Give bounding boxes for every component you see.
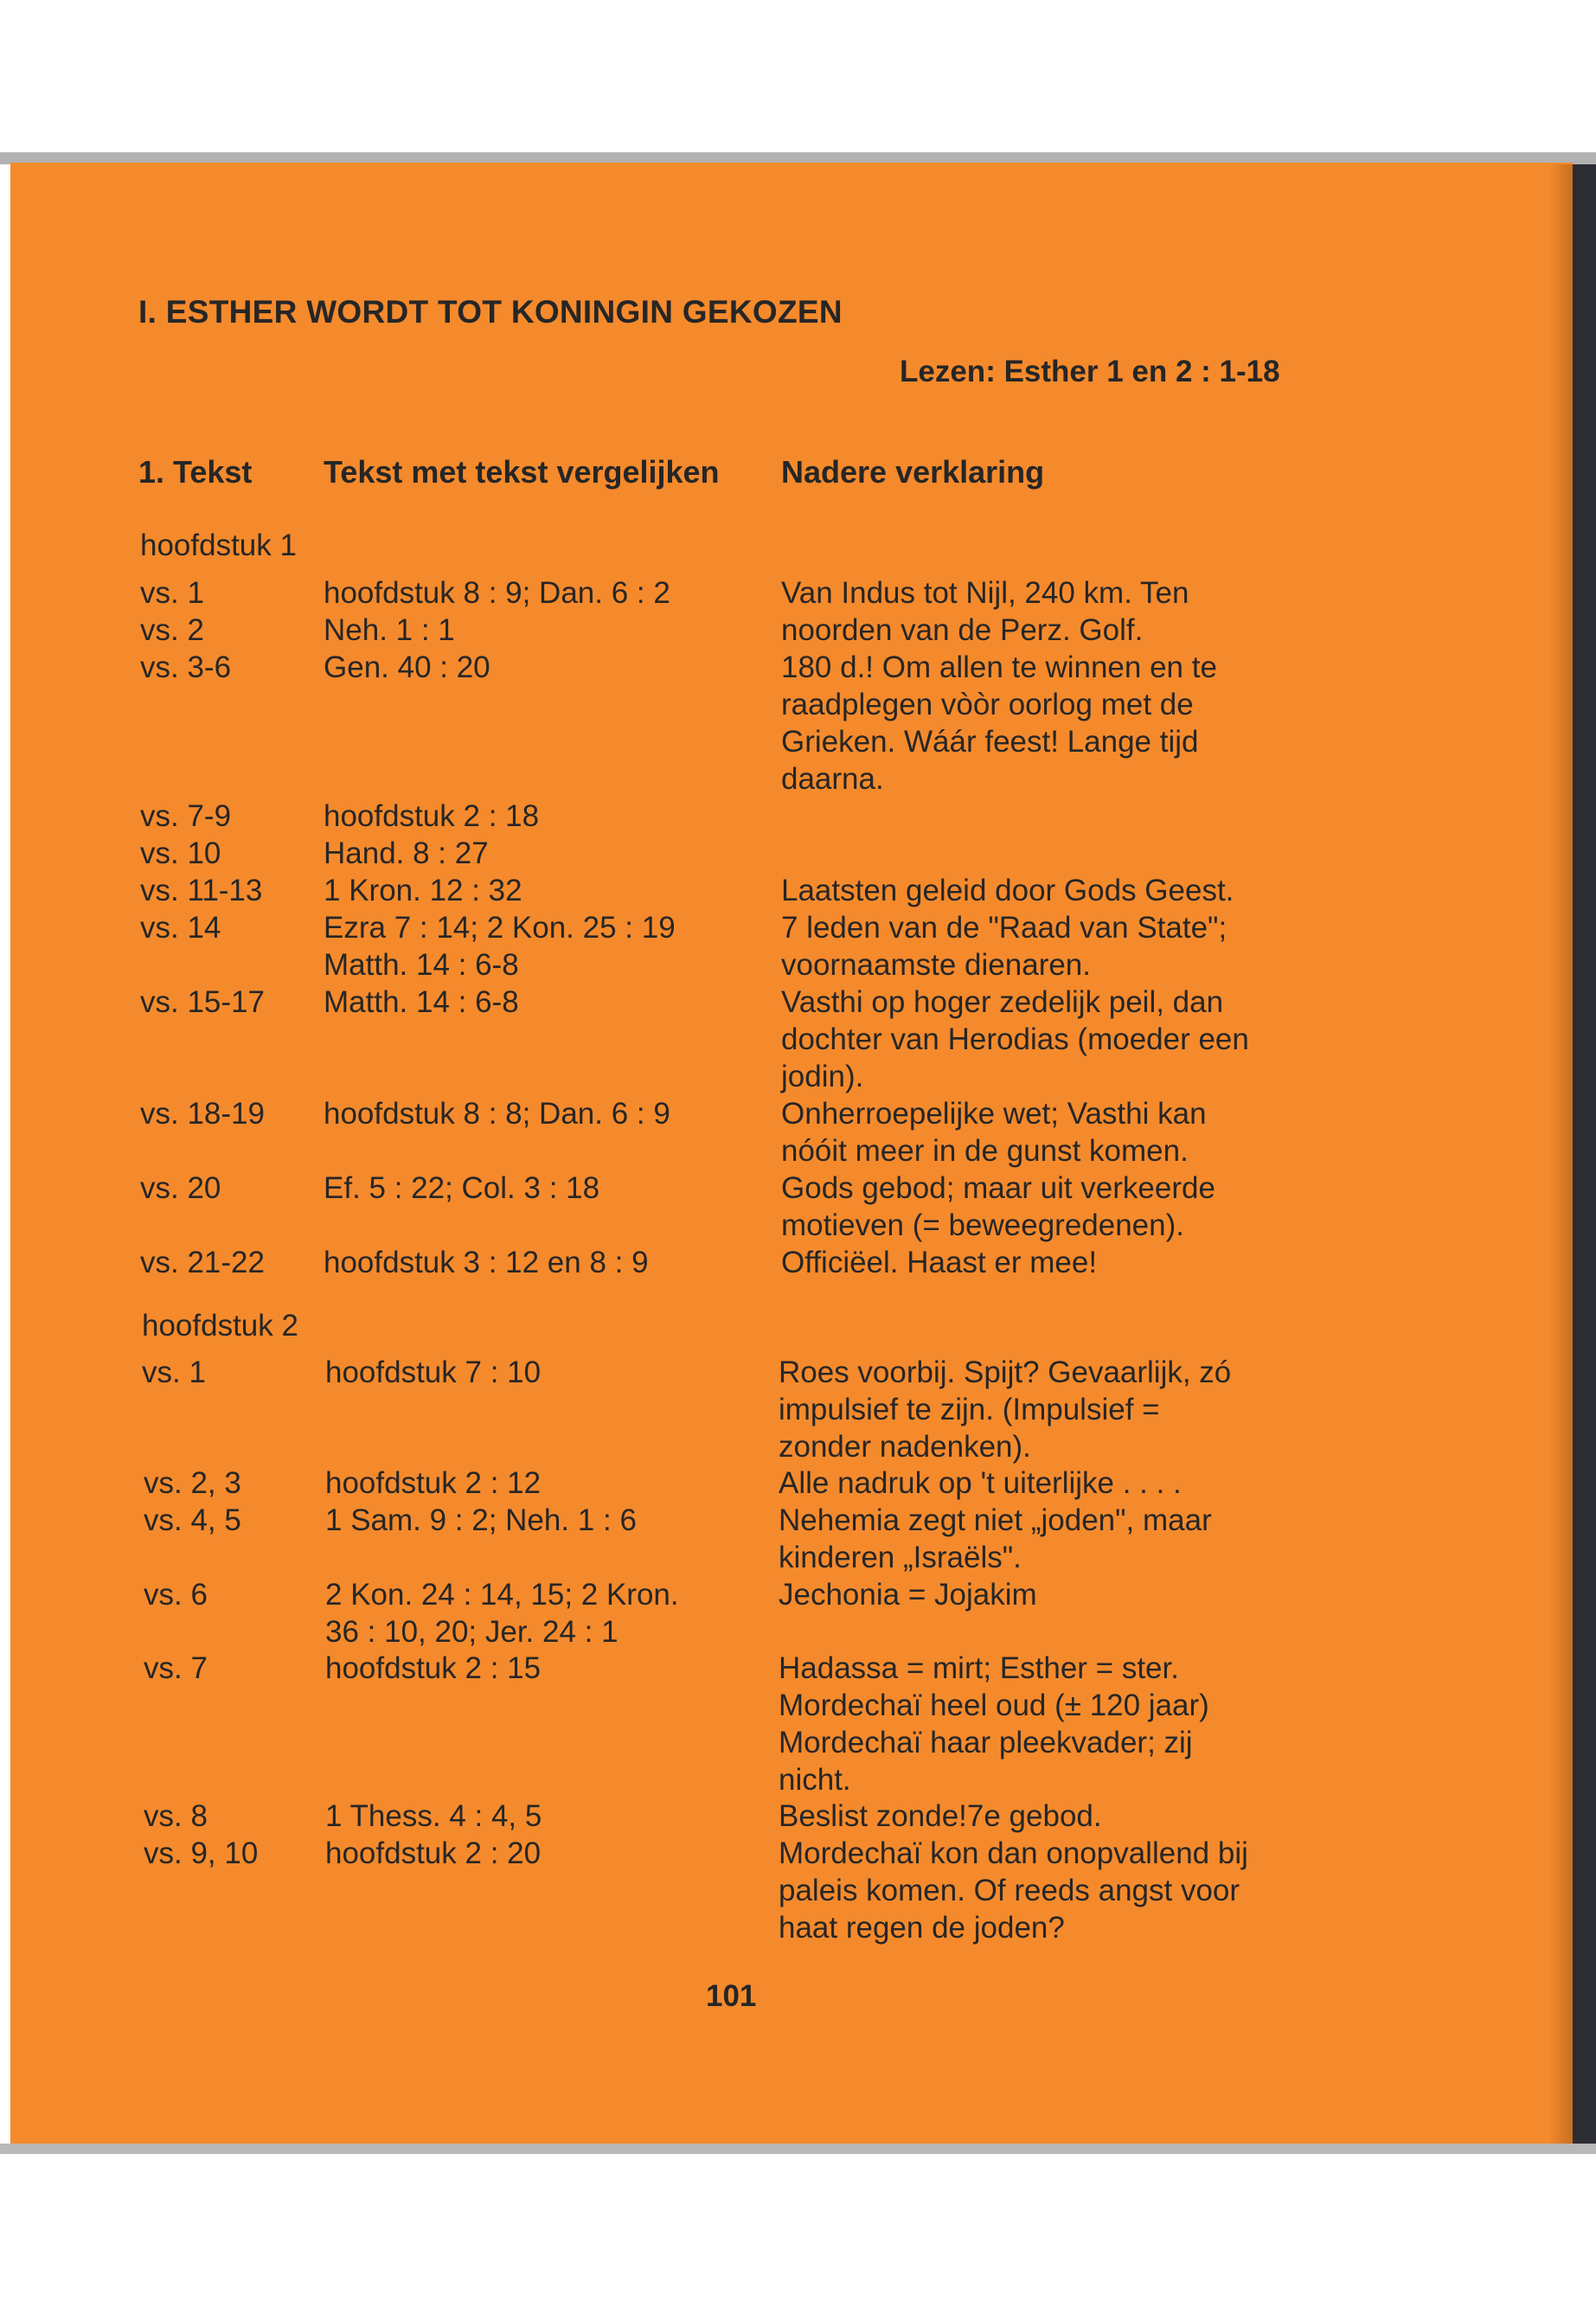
note: Gods gebod; maar uit verkeerde motieven (= beweegredenen). bbox=[781, 1171, 1215, 1242]
note: 180 d.! Om allen te winnen en te raadplegen vòòr oorlog met de Grieken. Wáár feest! Lange tijd daarna. bbox=[781, 651, 1217, 796]
cross-reference: hoofdstuk 2 : 15 bbox=[325, 1651, 542, 1685]
chapter-2-label: hoofdstuk 2 bbox=[142, 1309, 298, 1343]
cross-reference: Ezra 7 : 14; 2 Kon. 25 : 19 Matth. 14 : 6-8 bbox=[324, 911, 676, 982]
cross-reference: Matth. 14 : 6-8 bbox=[324, 985, 519, 1019]
cross-reference: hoofdstuk 2 : 20 bbox=[325, 1836, 542, 1870]
verse-label: vs. 18-19 bbox=[140, 1097, 265, 1131]
chapter-heading: I. ESTHER WORDT TOT KONINGIN GEKOZEN bbox=[138, 294, 843, 330]
note: 7 leden van de "Raad van State"; voornaamste dienaren. bbox=[781, 911, 1227, 982]
verse-label: vs. 20 bbox=[140, 1171, 221, 1205]
cross-reference: hoofdstuk 3 : 12 en 8 : 9 bbox=[324, 1246, 649, 1279]
verse-label: vs. 1 bbox=[140, 576, 204, 610]
cross-reference: hoofdstuk 2 : 12 bbox=[325, 1466, 542, 1500]
chapter-1-label: hoofdstuk 1 bbox=[140, 529, 297, 562]
note: Onherroepelijke wet; Vasthi kan nóóit meer in de gunst komen. bbox=[781, 1097, 1207, 1168]
cross-reference: hoofdstuk 8 : 9; Dan. 6 : 2 bbox=[324, 576, 670, 610]
cross-reference: Neh. 1 : 1 bbox=[324, 613, 455, 647]
verse-label: vs. 2, 3 bbox=[144, 1466, 241, 1500]
reading-reference: Lezen: Esther 1 en 2 : 1-18 bbox=[900, 355, 1280, 388]
note: Roes voorbij. Spijt? Gevaarlijk, zó impulsief te zijn. (Impulsief = zonder nadenken). bbox=[779, 1356, 1232, 1464]
verse-label: vs. 11-13 bbox=[140, 874, 263, 907]
verse-label: vs. 10 bbox=[140, 836, 221, 870]
note: Mordechaï kon dan onopvallend bij paleis komen. Of reeds angst voor haat regen de joden? bbox=[779, 1836, 1248, 1945]
verse-label: vs. 14 bbox=[140, 911, 221, 945]
cross-reference: hoofdstuk 2 : 18 bbox=[324, 799, 540, 833]
note: Alle nadruk op 't uiterlijke . . . . bbox=[779, 1466, 1182, 1500]
verse-label: vs. 7 bbox=[144, 1651, 208, 1685]
verse-label: vs. 4, 5 bbox=[144, 1503, 241, 1537]
verse-label: vs. 3-6 bbox=[140, 651, 232, 684]
page-edge-shadow bbox=[1548, 164, 1573, 2145]
note: Laatsten geleid door Gods Geest. bbox=[781, 874, 1234, 907]
verse-label: vs. 1 bbox=[142, 1356, 206, 1389]
verse-label: vs. 21-22 bbox=[140, 1246, 265, 1279]
note: Hadassa = mirt; Esther = ster. Mordechaï heel oud (± 120 jaar) Mordechaï haar pleekvader; zij nicht. bbox=[779, 1651, 1209, 1797]
cross-reference: hoofdstuk 8 : 8; Dan. 6 : 9 bbox=[324, 1097, 670, 1131]
dark-page-edge bbox=[1573, 164, 1596, 2145]
cross-reference: 1 Thess. 4 : 4, 5 bbox=[325, 1799, 542, 1833]
note: Officiëel. Haast er mee! bbox=[781, 1246, 1098, 1279]
verse-label: vs. 8 bbox=[144, 1799, 208, 1833]
note: Beslist zonde!7e gebod. bbox=[779, 1799, 1102, 1833]
cross-reference: 2 Kon. 24 : 14, 15; 2 Kron. 36 : 10, 20; Jer. 24 : 1 bbox=[325, 1578, 679, 1649]
verse-label: vs. 15-17 bbox=[140, 985, 265, 1019]
verse-label: vs. 6 bbox=[144, 1578, 208, 1612]
scan-border-bottom bbox=[0, 2144, 1596, 2154]
column-header-text: 1. Tekst bbox=[138, 454, 253, 490]
note: Vasthi op hoger zedelijk peil, dan dochter van Herodias (moeder een jodin). bbox=[781, 985, 1249, 1093]
cross-reference: hoofdstuk 7 : 10 bbox=[325, 1356, 542, 1389]
column-header-notes: Nadere verklaring bbox=[781, 454, 1045, 490]
cross-reference: Ef. 5 : 22; Col. 3 : 18 bbox=[324, 1171, 600, 1205]
cross-reference: Gen. 40 : 20 bbox=[324, 651, 490, 684]
verse-label: vs. 7-9 bbox=[140, 799, 232, 833]
cross-reference: 1 Sam. 9 : 2; Neh. 1 : 6 bbox=[325, 1503, 637, 1537]
verse-label: vs. 9, 10 bbox=[144, 1836, 259, 1870]
column-header-compare: Tekst met tekst vergelijken bbox=[324, 454, 720, 490]
page-number: 101 bbox=[706, 1979, 757, 2013]
verse-label: vs. 2 bbox=[140, 613, 204, 647]
cross-reference: 1 Kron. 12 : 32 bbox=[324, 874, 522, 907]
note: Jechonia = Jojakim bbox=[779, 1578, 1037, 1612]
note: Nehemia zegt niet „joden", maar kinderen „Israëls". bbox=[779, 1503, 1212, 1574]
note: Van Indus tot Nijl, 240 km. Ten noorden van de Perz. Golf. bbox=[781, 576, 1189, 647]
cross-reference: Hand. 8 : 27 bbox=[324, 836, 489, 870]
